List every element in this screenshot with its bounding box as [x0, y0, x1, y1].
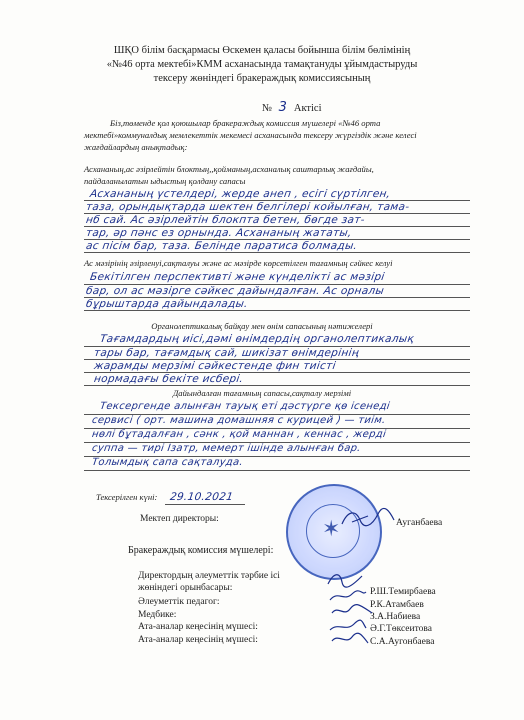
section-4-text-3: нөлі бұтадалған , сәнк , қой маннан , кеннас , жерді [91, 429, 387, 440]
checked-label: Тексерілген күні: [96, 492, 158, 502]
checked-date: 29.10.2021 [169, 491, 234, 503]
act-suffix: Актісі [293, 103, 322, 114]
intro-line-1: Біз,төменде қол қоюшылар бракераждық комиссия мүшелері «№46 орта [110, 118, 381, 128]
member-3-name: З.А.Набиева [370, 612, 421, 622]
member-5-name: С.А.Аугонбаева [370, 637, 435, 647]
intro-line-2: мектебі»коммуналдық мемлекеттік мекемесі асханасында тексеру жүргіздік және келесі [84, 130, 417, 140]
section-1-text-1: Асхананың үстелдері, жерде анеп , есігі сүртілген, [89, 188, 392, 200]
act-title [262, 100, 322, 115]
section-3-text-4: нормадағы бекіте исбері. [93, 373, 245, 385]
member-2-role: Әлеуметтік педагог: [138, 597, 220, 607]
section-4-title: Дайындалған тағамның сапасы,сақталу мерзімі [172, 388, 352, 398]
header-line-2: «№46 орта мектебі»КММ асханасында тамақтануды ұйымдастыруды [106, 59, 418, 70]
section-2-title: Ас мәзірінің әзірленуі,сақталуы және ас мәзірде көрсетілген тағамның сәйкес келуі [84, 258, 393, 268]
member-3-role: Медбике: [138, 610, 177, 620]
section-4-text-2: сервисі ( орт. машина домашняя с курицей ) — тиім. [91, 415, 387, 426]
section-3-text-1: Тағамдардың иісі,дәмі өнімдердің органолептикалық [99, 333, 415, 345]
intro-line-3: жағдайлардың анықтадық: [84, 142, 188, 152]
section-4-text-1: Тексергенде алынған тауық еті дәстүрге қө ісенеді [99, 401, 391, 412]
section-1-title-1: Асхананың,ас әзірлейтін блоктың,,қойманың,асханалық саштарлық жағдайы, [84, 164, 374, 174]
section-2-text-1: Бекітілген перспективті және күнделікті ас мәзірі [89, 271, 386, 283]
section-1-text-3: нб сай. Ас әзірлейтін блокпта бетен, бөгде зат- [85, 214, 366, 226]
member-2-name: Р.К.Атамбаев [370, 600, 424, 610]
act-prefix: № [262, 103, 273, 114]
section-2-text-2: бар, ол ас мәзірге сәйкес дайындалған. Ас орналы [85, 285, 385, 297]
member-4-role: Ата-аналар кеңесінің мүшесі: [138, 622, 258, 632]
director-label: Мектеп директоры: [140, 514, 219, 524]
section-1-text-2: таза, орындықтарда шектен белгілері койылған, тама- [85, 201, 411, 213]
member-1-role-2: жөніндегі орынбасары: [138, 583, 233, 593]
director-name: Ауганбаева [396, 518, 443, 528]
section-4-text-4: суппа — тирі Ізатр, мемерт ішінде алынған бар. [91, 443, 362, 454]
header-line-3: тексеру жөніндегі бракераждық комиссиясының [153, 73, 371, 84]
act-number: 3 [278, 100, 288, 115]
section-1-title-2: пайдаланылатын ыдыстың қолдану сапасы [84, 176, 246, 186]
section-1-text-5: ас пісім бар, таза. Белінде паратиса болмады. [85, 240, 359, 252]
member-1-role: Директордың әлеуметтік тәрбие ісі [138, 571, 280, 581]
section-3-text-3: жарамды мерзімі сәйкестенде фин тиісті [93, 360, 337, 372]
header-line-1: ШҚО білім басқармасы Өскемен қаласы бойынша білім бөлімінің [113, 45, 411, 56]
member-1-name: Р.Ш.Темирбаева [370, 587, 436, 597]
member-5-signature [330, 631, 370, 649]
member-5-role: Ата-аналар кеңесінің мүшесі: [138, 635, 258, 645]
director-signature [338, 506, 398, 530]
member-4-name: Ә.Г.Төксеитова [370, 624, 432, 634]
official-stamp: ✶ [286, 484, 382, 580]
section-3-title: Органолептикалық байқау мен өнім сапасының нәтижелері [151, 321, 373, 331]
section-1-text-4: тар, әр пәнс ез орнында. Асхананың жататы, [85, 227, 353, 239]
section-3-text-2: тары бар, тағамдық сай, шикізат өнімдерінің [93, 347, 360, 359]
commission-label: Бракераждық комиссия мүшелері: [128, 545, 274, 556]
section-4-text-5: Толымдық сапа сақталуда. [91, 457, 244, 468]
member-1-signature [326, 570, 366, 590]
section-2-text-3: бұрыштарда дайындалады. [85, 298, 249, 310]
